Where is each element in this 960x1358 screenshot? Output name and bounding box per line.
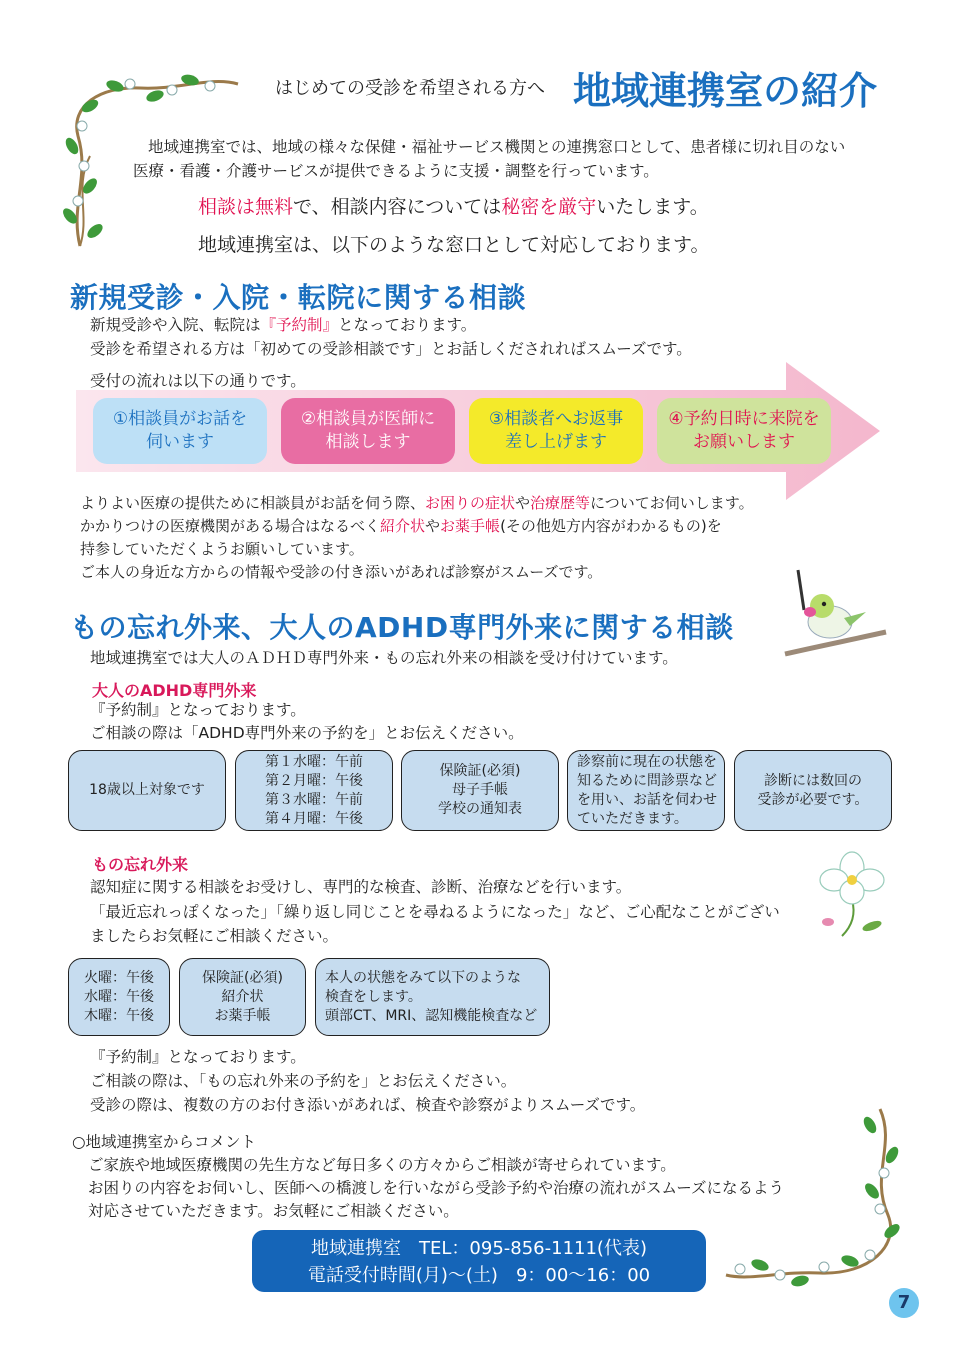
flower-illustration [812, 850, 892, 940]
comment-line-2: お困りの内容をお伺いし、医師への橋渡しを行いながら受診予約や治療の流れがスムーズになるよう [88, 1179, 784, 1197]
monowasure-n1: 『予約制』となっております。 [90, 1048, 306, 1066]
monowasure-p1: 認知症に関する相談をお受けし、専門的な検査、診断、治療などを行います。 [90, 878, 632, 896]
notes-line-3: 持参していただくようお願いしています。 [80, 540, 364, 558]
monowasure-box-exams: 本人の状態をみて以下のような 検査をします。 頭部CT、MRI、認知機能検査など [315, 958, 550, 1036]
section2-intro: 地域連携室では大人のＡＤＨＤ専門外来・もの忘れ外来の相談を受け付けています。 [90, 649, 678, 667]
flow-label: 受付の流れは以下の通りです。 [90, 372, 306, 390]
monowasure-p3: ましたらお気軽にご相談ください。 [90, 927, 339, 945]
monowasure-n2: ご相談の際は、「もの忘れ外来の予約を」とお伝えください。 [90, 1072, 517, 1090]
notes-line-1: よりよい医療の提供ために相談員がお話を伺う際、お困りの症状や治療歴等についてお伺いします。 [80, 494, 754, 512]
adhd-p2: ご相談の際は「ADHD専門外来の予約を」とお伝えください。 [90, 724, 524, 742]
header-pre-title: はじめての受診を希望される方へ [275, 78, 545, 99]
monowasure-p2: 「最近忘れっぽくなった」「繰り返し同じことを尋ねるようになった」など、ご心配なことがござい [90, 903, 780, 921]
intro-line-4: 地域連携室は、以下のような窓口として対応しております。 [198, 234, 710, 256]
vine-decoration-bottom-right [720, 1105, 900, 1290]
monowasure-box-documents: 保険証(必須) 紹介状 お薬手帳 [179, 958, 306, 1036]
monowasure-n3: 受診の際は、複数の方のお付き添いがあれば、検査や診察がよりスムーズです。 [90, 1096, 646, 1114]
adhd-title: 大人のADHD専門外来 [92, 681, 257, 700]
flow-step-1: ①相談員がお話を 伺います [93, 398, 267, 464]
notes-line-4: ご本人の身近な方からの情報や受診の付き添いがあれば診察がスムーズです。 [80, 563, 603, 581]
free-consultation: 相談は無料 [198, 196, 294, 218]
comment-line-3: 対応させていただきます。お気軽にご相談ください。 [88, 1202, 459, 1220]
section1-p1: 新規受診や入院、転院は『予約制』となっております。 [90, 316, 477, 334]
intro-line-3: 相談は無料で、相談内容については秘密を厳守いたします。 [198, 196, 709, 218]
page-title: 地域連携室の紹介 [573, 69, 878, 113]
bird-illustration [780, 566, 890, 666]
adhd-box-questionnaire: 診察前に現在の状態を 知るために問診票など を用い、お話を伺わせ ていただきます。 [567, 750, 725, 831]
contact-box [252, 1230, 706, 1292]
contact-phone: 地域連携室 TEL：095-856-1111(代表) [311, 1238, 647, 1259]
flow-step-3: ③相談者へお返事 差し上げます [469, 398, 643, 464]
monowasure-title: もの忘れ外来 [92, 855, 189, 874]
intro-line-2: 医療・看護・介護サービスが提供できるように支援・調整を行っています。 [133, 162, 659, 180]
comment-line-1: ご家族や地域医療機関の先生方など毎日多くの方々からご相談が寄せられています。 [88, 1156, 676, 1174]
contact-hours: 電話受付時間(月)〜(土) 9：00〜16：00 [307, 1265, 651, 1286]
intro-line-1: 地域連携室では、地域の様々な保健・福祉サービス機関との連携窓口として、患者様に切れ目のない [148, 138, 846, 156]
section1-p2: 受診を希望される方は「初めての受診相談です」とお話しくだされればスムーズです。 [90, 340, 692, 358]
notes-line-2: かかりつけの医療機関がある場合はなるべく紹介状やお薬手帳(その他処方内容がわかるもの)を [80, 517, 722, 535]
adhd-p1: 『予約制』となっております。 [90, 701, 306, 719]
adhd-box-diagnosis: 診断には数回の 受診が必要です。 [734, 750, 892, 831]
comment-title: ○地域連携室からコメント [72, 1133, 257, 1151]
adhd-box-schedule: 第１水曜：午前 第２月曜：午後 第３水曜：午前 第４月曜：午後 [235, 750, 393, 831]
flow-step-4: ④予約日時に来院を お願いします [657, 398, 831, 464]
section2-heading: もの忘れ外来、大人のADHD専門外来に関する相談 [70, 611, 734, 644]
confidentiality: 秘密を厳守 [501, 196, 597, 218]
section1-heading: 新規受診・入院・転院に関する相談 [70, 281, 527, 314]
adhd-box-age: 18歳以上対象です [68, 750, 226, 831]
adhd-box-documents: 保険証(必須) 母子手帳 学校の通知表 [401, 750, 559, 831]
monowasure-box-schedule: 火曜：午後 水曜：午後 木曜：午後 [68, 958, 170, 1036]
reservation-required: 『予約制』 [260, 316, 339, 334]
flow-step-2: ②相談員が医師に 相談します [281, 398, 455, 464]
page-number: 7 [889, 1288, 919, 1318]
